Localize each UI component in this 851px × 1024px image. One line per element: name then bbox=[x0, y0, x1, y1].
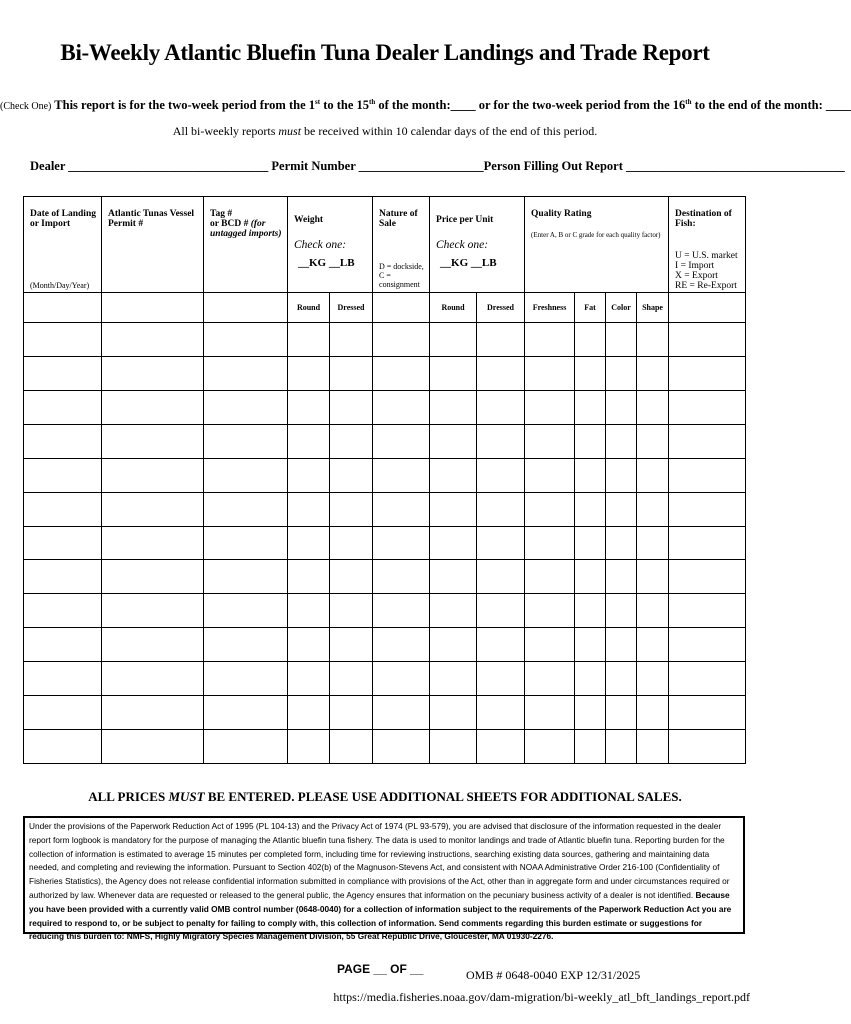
entry-cell[interactable] bbox=[204, 662, 288, 696]
entry-cell[interactable] bbox=[373, 424, 430, 458]
entry-cell[interactable] bbox=[525, 730, 575, 764]
entry-cell[interactable] bbox=[606, 526, 637, 560]
entry-cell[interactable] bbox=[204, 696, 288, 730]
entry-cell[interactable] bbox=[430, 628, 477, 662]
entry-cell[interactable] bbox=[525, 696, 575, 730]
entry-cell[interactable] bbox=[204, 594, 288, 628]
entry-row bbox=[24, 424, 746, 458]
price-dressed-header: Dressed bbox=[477, 293, 525, 323]
entry-cell[interactable] bbox=[477, 696, 525, 730]
entry-cell[interactable] bbox=[525, 662, 575, 696]
deadline-emphasis: must bbox=[278, 124, 302, 138]
entry-cell[interactable] bbox=[525, 594, 575, 628]
period-sup-1: st bbox=[315, 98, 321, 106]
entry-cell[interactable] bbox=[477, 594, 525, 628]
entry-cell[interactable] bbox=[24, 560, 102, 594]
price-check-one: Check one: bbox=[436, 239, 489, 251]
entry-cell[interactable] bbox=[373, 560, 430, 594]
entry-cell[interactable] bbox=[637, 696, 669, 730]
weight-check-one: Check one: bbox=[294, 239, 347, 251]
entry-cell[interactable] bbox=[24, 696, 102, 730]
col-date-label: Date of Landing or Import bbox=[30, 209, 96, 229]
entry-cell[interactable] bbox=[477, 458, 525, 492]
entry-cell[interactable] bbox=[288, 628, 330, 662]
col-nature-label: Nature of Sale bbox=[379, 209, 418, 229]
entry-cell[interactable] bbox=[24, 662, 102, 696]
entry-cell[interactable] bbox=[525, 390, 575, 424]
entry-cell[interactable] bbox=[204, 390, 288, 424]
entry-cell[interactable] bbox=[575, 696, 606, 730]
entry-cell[interactable] bbox=[330, 526, 373, 560]
entry-cell[interactable] bbox=[575, 594, 606, 628]
entry-cell[interactable] bbox=[330, 594, 373, 628]
entry-cell[interactable] bbox=[477, 323, 525, 357]
entry-cell[interactable] bbox=[204, 424, 288, 458]
entry-cell[interactable] bbox=[430, 662, 477, 696]
entry-cell[interactable] bbox=[606, 628, 637, 662]
entry-cell[interactable] bbox=[102, 356, 204, 390]
entry-cell[interactable] bbox=[669, 458, 746, 492]
col-tag bbox=[204, 197, 288, 293]
entry-cell[interactable] bbox=[204, 560, 288, 594]
deadline-text-2: be received within 10 calendar days of the end of this period. bbox=[301, 124, 598, 138]
col-price bbox=[430, 197, 525, 293]
quality-note: (Enter A, B or C grade for each quality factor) bbox=[531, 231, 661, 239]
entry-row bbox=[24, 560, 746, 594]
entry-cell[interactable] bbox=[102, 458, 204, 492]
entry-cell[interactable] bbox=[637, 492, 669, 526]
entry-cell[interactable] bbox=[606, 594, 637, 628]
entry-cell[interactable] bbox=[430, 594, 477, 628]
dealer-permit-person-line[interactable]: Dealer ________________________________ Permit Number ____________________Person Filling Out Report ___________________________________ bbox=[30, 159, 845, 173]
form-title: Bi-Weekly Atlantic Bluefin Tuna Dealer Landings and Trade Report bbox=[60, 40, 710, 65]
col-vessel-label: Atlantic Tunas Vessel Permit # bbox=[108, 209, 195, 229]
entry-cell[interactable] bbox=[525, 424, 575, 458]
entry-cell[interactable] bbox=[373, 662, 430, 696]
entry-cell[interactable] bbox=[102, 323, 204, 357]
source-url: https://media.fisheries.noaa.gov/dam-migration/bi-weekly_atl_bft_landings_report.pdf bbox=[333, 990, 750, 1004]
entry-cell[interactable] bbox=[477, 424, 525, 458]
entry-cell[interactable] bbox=[669, 628, 746, 662]
entry-row bbox=[24, 730, 746, 764]
entry-cell[interactable] bbox=[330, 560, 373, 594]
entry-cell[interactable] bbox=[430, 323, 477, 357]
weight-unit-choice[interactable]: __KG __LB bbox=[298, 257, 355, 269]
entry-cell[interactable] bbox=[606, 424, 637, 458]
omb-number: OMB # 0648-0040 EXP 12/31/2025 bbox=[466, 968, 641, 982]
entry-cell[interactable] bbox=[637, 526, 669, 560]
entry-cell[interactable] bbox=[24, 356, 102, 390]
entry-cell[interactable] bbox=[575, 390, 606, 424]
entry-cell[interactable] bbox=[24, 458, 102, 492]
entry-cell[interactable] bbox=[575, 730, 606, 764]
date-sub-blank bbox=[24, 293, 102, 323]
entry-cell[interactable] bbox=[24, 390, 102, 424]
entry-cell[interactable] bbox=[606, 458, 637, 492]
entry-cell[interactable] bbox=[637, 594, 669, 628]
entry-cell[interactable] bbox=[373, 526, 430, 560]
deadline-text-1: All bi-weekly reports bbox=[172, 124, 279, 138]
col-vessel-permit bbox=[102, 197, 204, 293]
entry-cell[interactable] bbox=[330, 628, 373, 662]
entry-cell[interactable] bbox=[575, 628, 606, 662]
check-one-label: (Check One) bbox=[0, 101, 52, 113]
entry-cell[interactable] bbox=[24, 730, 102, 764]
entry-cell[interactable] bbox=[575, 526, 606, 560]
entry-cell[interactable] bbox=[669, 356, 746, 390]
entry-cell[interactable] bbox=[24, 492, 102, 526]
entry-cell[interactable] bbox=[637, 730, 669, 764]
entry-cell[interactable] bbox=[102, 492, 204, 526]
entry-cell[interactable] bbox=[373, 458, 430, 492]
entry-cell[interactable] bbox=[477, 390, 525, 424]
pra-bold-text: Because you have been provided with a currently valid OMB control number (0648-0040) for a collection of information subject to the requirements of the Paperwork Reduction Act you are required to respond to, or be subject to penalty for failing to comply with, this collection of information. Send comments regarding this burden estimate or suggestions for reducing this burden to: NMFS, Highly Migratory Species Management Division, 55 Great Republic Drive, Gloucester, MA 01930-2276. bbox=[29, 889, 732, 942]
entry-cell[interactable] bbox=[204, 628, 288, 662]
entry-row bbox=[24, 356, 746, 390]
entry-cell[interactable] bbox=[204, 323, 288, 357]
entry-cell[interactable] bbox=[575, 424, 606, 458]
paperwork-reduction-notice bbox=[23, 816, 745, 942]
weight-dressed-header: Dressed bbox=[330, 293, 373, 323]
entry-cell[interactable] bbox=[669, 526, 746, 560]
entry-cell[interactable] bbox=[288, 424, 330, 458]
period-text-2: to the 15 bbox=[320, 98, 370, 113]
entry-row bbox=[24, 492, 746, 526]
prices-note-1: ALL PRICES bbox=[88, 789, 169, 804]
col-weight-label: Weight bbox=[294, 215, 324, 225]
entry-cell[interactable] bbox=[637, 356, 669, 390]
entry-cell[interactable] bbox=[24, 628, 102, 662]
entry-cell[interactable] bbox=[330, 492, 373, 526]
entry-cell[interactable] bbox=[330, 662, 373, 696]
entry-cell[interactable] bbox=[373, 730, 430, 764]
entry-cell[interactable] bbox=[288, 560, 330, 594]
entry-cell[interactable] bbox=[102, 730, 204, 764]
quality-shape-header: Shape bbox=[637, 293, 669, 323]
entry-cell[interactable] bbox=[373, 356, 430, 390]
entry-cell[interactable] bbox=[288, 696, 330, 730]
entry-cell[interactable] bbox=[430, 730, 477, 764]
entry-cell[interactable] bbox=[288, 662, 330, 696]
destination-sub-blank bbox=[669, 293, 746, 323]
entry-cell[interactable] bbox=[204, 356, 288, 390]
reporting-period-line bbox=[0, 98, 851, 113]
entry-cell[interactable] bbox=[330, 696, 373, 730]
entry-cell[interactable] bbox=[637, 458, 669, 492]
entry-cell[interactable] bbox=[637, 560, 669, 594]
entry-cell[interactable] bbox=[606, 390, 637, 424]
entry-cell[interactable] bbox=[102, 662, 204, 696]
entry-cell[interactable] bbox=[637, 628, 669, 662]
period-text-1: This report is for the two-week period from the 1 bbox=[54, 98, 316, 113]
entry-cell[interactable] bbox=[288, 492, 330, 526]
entry-cell[interactable] bbox=[525, 323, 575, 357]
col-nature-of-sale bbox=[373, 197, 430, 293]
entry-cell[interactable] bbox=[525, 560, 575, 594]
entry-cell[interactable] bbox=[102, 696, 204, 730]
entry-cell[interactable] bbox=[373, 628, 430, 662]
price-round-header: Round bbox=[430, 293, 477, 323]
entry-cell[interactable] bbox=[606, 662, 637, 696]
col-price-label: Price per Unit bbox=[436, 215, 494, 225]
col-tag-label: Tag # bbox=[210, 209, 233, 219]
col-destination bbox=[669, 197, 746, 293]
vessel-sub-blank bbox=[102, 293, 204, 323]
col-date bbox=[24, 197, 102, 293]
deadline-note bbox=[0, 124, 770, 139]
entry-cell[interactable] bbox=[606, 492, 637, 526]
entry-cell[interactable] bbox=[430, 390, 477, 424]
quality-color-header: Color bbox=[606, 293, 637, 323]
entry-row bbox=[24, 526, 746, 560]
period-text-4: to the end of the month: ____ bbox=[691, 98, 851, 113]
entry-row bbox=[24, 390, 746, 424]
entry-cell[interactable] bbox=[102, 526, 204, 560]
entry-cell[interactable] bbox=[288, 390, 330, 424]
entry-cell[interactable] bbox=[24, 594, 102, 628]
entry-cell[interactable] bbox=[288, 356, 330, 390]
entry-cell[interactable] bbox=[606, 730, 637, 764]
entry-cell[interactable] bbox=[430, 356, 477, 390]
nature-code-c: C = consignment bbox=[379, 271, 420, 289]
entry-cell[interactable] bbox=[430, 526, 477, 560]
entry-cell[interactable] bbox=[525, 356, 575, 390]
entry-cell[interactable] bbox=[525, 526, 575, 560]
quality-fat-header: Fat bbox=[575, 293, 606, 323]
entry-cell[interactable] bbox=[330, 424, 373, 458]
entry-cell[interactable] bbox=[575, 356, 606, 390]
quality-freshness-header: Freshness bbox=[525, 293, 575, 323]
entry-cell[interactable] bbox=[373, 594, 430, 628]
prices-note-emphasis: MUST bbox=[168, 789, 205, 804]
entry-cell[interactable] bbox=[330, 458, 373, 492]
entry-row bbox=[24, 594, 746, 628]
entry-row bbox=[24, 696, 746, 730]
entry-cell[interactable] bbox=[430, 696, 477, 730]
entry-cell[interactable] bbox=[288, 730, 330, 764]
entry-row bbox=[24, 323, 746, 357]
entry-cell[interactable] bbox=[430, 424, 477, 458]
entry-cell[interactable] bbox=[24, 526, 102, 560]
entry-row bbox=[24, 458, 746, 492]
entry-cell[interactable] bbox=[669, 594, 746, 628]
entry-cell[interactable] bbox=[102, 424, 204, 458]
col-quality-label: Quality Rating bbox=[531, 209, 592, 219]
entry-cell[interactable] bbox=[102, 628, 204, 662]
entry-cell[interactable] bbox=[24, 424, 102, 458]
entry-cell[interactable] bbox=[288, 323, 330, 357]
entry-cell[interactable] bbox=[288, 458, 330, 492]
nature-sub-blank bbox=[373, 293, 430, 323]
entry-cell[interactable] bbox=[669, 730, 746, 764]
entry-cell[interactable] bbox=[430, 458, 477, 492]
entry-cell[interactable] bbox=[637, 390, 669, 424]
entry-cell[interactable] bbox=[575, 560, 606, 594]
entry-cell[interactable] bbox=[525, 628, 575, 662]
entry-cell[interactable] bbox=[477, 662, 525, 696]
entry-cell[interactable] bbox=[477, 560, 525, 594]
entry-cell[interactable] bbox=[637, 424, 669, 458]
entry-cell[interactable] bbox=[477, 492, 525, 526]
dest-code-x: X = Export bbox=[675, 271, 718, 281]
entry-row bbox=[24, 628, 746, 662]
entry-cell[interactable] bbox=[373, 492, 430, 526]
pra-text: Under the provisions of the Paperwork Reduction Act of 1995 (PL 104-13) and the Privacy Act of 1974 (PL 93-579), you are advised that disclosure of the information requested in the dealer report form logbook is mandatory for the purpose of managing the Atlantic bluefin tuna fishery. The data is used to monitor landings and trade of Atlantic bluefin tuna. Reporting burden for the collection of information is estimated to average 15 minutes per completed form, including time for reviewing instructions, searching existing data sources, gathering and maintaining data needed, and completing and reviewing the information. Pursuant to Section 402(b) of the Magnuson-Stevens Act, and consistent with NOAA Administrative Order 216-100 (Confidentiality of Fisheries Statistics), the Agency does not release confidential information submitted in compliance with provisions of the Act, other than in aggregate form and under circumstances required or authorized by law. Whenever data are requested or released to the general public, the Agency ensures that information on the pecuniary business activity of a dealer is not identified. bbox=[29, 821, 730, 900]
dest-code-re: RE = Re-Export bbox=[675, 281, 737, 291]
entry-cell[interactable] bbox=[204, 492, 288, 526]
entry-cell[interactable] bbox=[430, 492, 477, 526]
col-tag-note: (for untagged imports) bbox=[210, 219, 282, 239]
entry-cell[interactable] bbox=[288, 594, 330, 628]
entry-cell[interactable] bbox=[330, 390, 373, 424]
entry-cell[interactable] bbox=[102, 560, 204, 594]
entry-cell[interactable] bbox=[575, 323, 606, 357]
entry-cell[interactable] bbox=[477, 730, 525, 764]
col-quality bbox=[525, 197, 669, 293]
entry-cell[interactable] bbox=[606, 356, 637, 390]
entry-cell[interactable] bbox=[330, 323, 373, 357]
period-sup-2: th bbox=[369, 98, 376, 106]
entry-cell[interactable] bbox=[373, 323, 430, 357]
entry-cell[interactable] bbox=[204, 458, 288, 492]
entry-cell[interactable] bbox=[575, 492, 606, 526]
entry-cell[interactable] bbox=[669, 560, 746, 594]
entry-cell[interactable] bbox=[575, 662, 606, 696]
col-destination-label: Destination of Fish: bbox=[675, 209, 732, 229]
entry-cell[interactable] bbox=[430, 560, 477, 594]
entry-cell[interactable] bbox=[24, 323, 102, 357]
entry-cell[interactable] bbox=[102, 390, 204, 424]
landings-table bbox=[23, 196, 745, 763]
dest-code-i: I = Import bbox=[675, 261, 715, 271]
entry-cell[interactable] bbox=[477, 356, 525, 390]
dest-code-u: U = U.S. market bbox=[675, 251, 738, 261]
prices-note bbox=[0, 789, 770, 805]
entry-cell[interactable] bbox=[330, 356, 373, 390]
entry-cell[interactable] bbox=[575, 458, 606, 492]
entry-cell[interactable] bbox=[669, 390, 746, 424]
entry-cell[interactable] bbox=[477, 628, 525, 662]
entry-cell[interactable] bbox=[288, 526, 330, 560]
entry-cell[interactable] bbox=[102, 594, 204, 628]
entry-cell[interactable] bbox=[669, 424, 746, 458]
tag-sub-blank bbox=[204, 293, 288, 323]
entry-cell[interactable] bbox=[669, 662, 746, 696]
period-sup-3: th bbox=[685, 98, 692, 106]
entry-cell[interactable] bbox=[373, 390, 430, 424]
entry-cell[interactable] bbox=[606, 323, 637, 357]
col-tag-bcd: or BCD # bbox=[210, 219, 251, 229]
entry-cell[interactable] bbox=[637, 323, 669, 357]
period-text-3: of the month:____ or for the two-week period from the 16 bbox=[375, 98, 686, 113]
entry-cell[interactable] bbox=[330, 730, 373, 764]
entry-cell[interactable] bbox=[525, 458, 575, 492]
entry-cell[interactable] bbox=[669, 696, 746, 730]
entry-cell[interactable] bbox=[204, 730, 288, 764]
entry-cell[interactable] bbox=[669, 323, 746, 357]
weight-round-header: Round bbox=[288, 293, 330, 323]
entry-cell[interactable] bbox=[204, 526, 288, 560]
entry-cell[interactable] bbox=[373, 696, 430, 730]
nature-code-d: D = dockside, bbox=[379, 262, 424, 271]
page-number-field[interactable]: PAGE __ OF __ bbox=[337, 962, 424, 976]
entry-cell[interactable] bbox=[477, 526, 525, 560]
price-unit-choice[interactable]: __KG __LB bbox=[440, 257, 497, 269]
prices-note-2: BE ENTERED. PLEASE USE ADDITIONAL SHEETS FOR ADDITIONAL SALES. bbox=[204, 789, 682, 804]
entry-row bbox=[24, 662, 746, 696]
entry-cell[interactable] bbox=[606, 560, 637, 594]
col-weight bbox=[288, 197, 373, 293]
entry-cell[interactable] bbox=[637, 662, 669, 696]
entry-cell[interactable] bbox=[669, 492, 746, 526]
entry-cell[interactable] bbox=[525, 492, 575, 526]
col-date-format: (Month/Day/Year) bbox=[30, 281, 90, 290]
entry-cell[interactable] bbox=[606, 696, 637, 730]
